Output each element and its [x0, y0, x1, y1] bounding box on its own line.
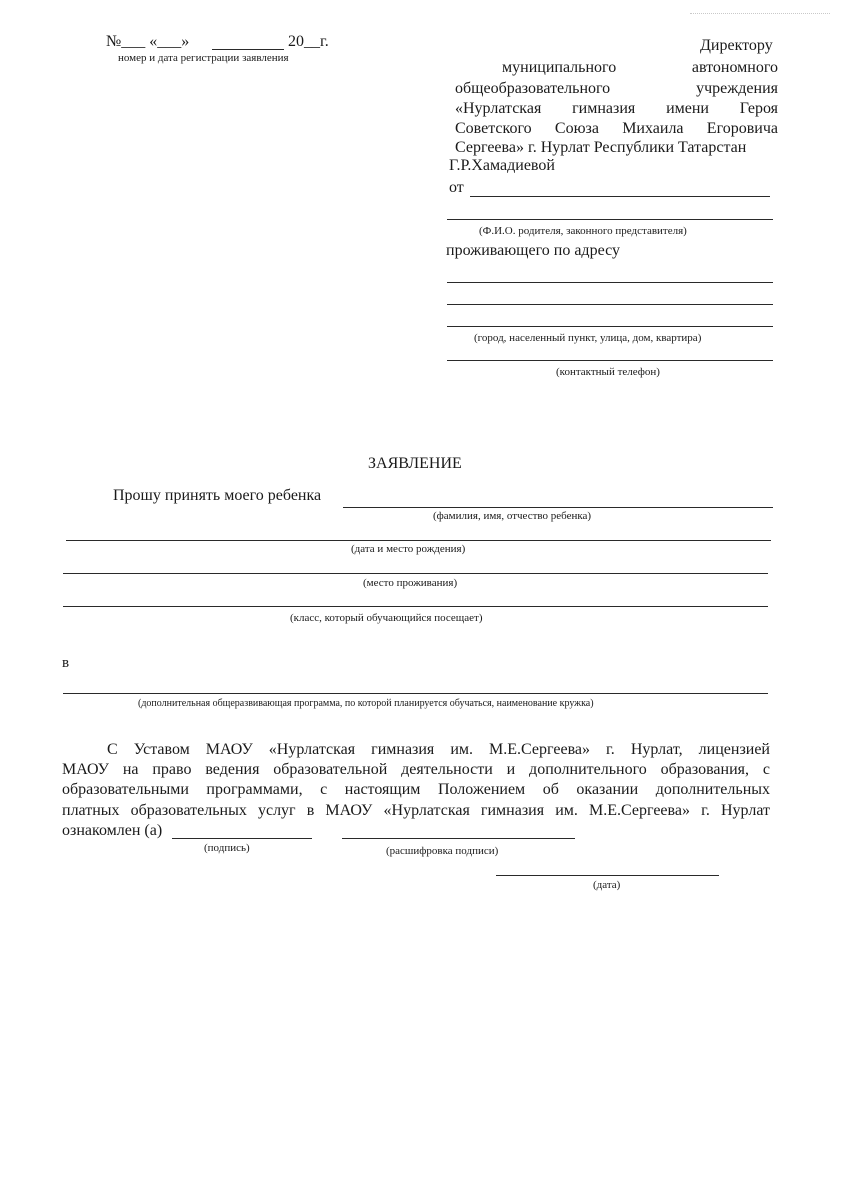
- addressee-line-4: «Нурлатская гимназия имени Героя: [455, 100, 778, 117]
- request-lead: Прошу принять моего ребенка: [113, 487, 322, 504]
- class-caption: (класс, который обучающийся посещает): [290, 612, 483, 624]
- date-caption: (дата): [593, 879, 621, 891]
- address-line-3: [447, 326, 773, 327]
- ack-line-2: МАОУ на право ведения образовательной деятельности и дополнительного образования, с: [62, 761, 770, 778]
- addressee-line-7: Г.Р.Хамадиевой: [449, 157, 555, 174]
- ack-line-3: образовательными программами, с настоящим Положением об оказании дополнительных: [62, 781, 770, 798]
- address-caption: (город, населенный пункт, улица, дом, квартира): [474, 332, 702, 344]
- registration-caption: номер и дата регистрации заявления: [118, 52, 289, 64]
- from-label: от: [449, 179, 464, 196]
- from-line-1: [470, 196, 770, 197]
- program-line: [63, 693, 768, 694]
- addressee-line-6: Сергеева» г. Нурлат Республики Татарстан: [455, 139, 747, 156]
- addressee-line-1: Директору: [700, 37, 773, 54]
- date-line: [496, 875, 719, 876]
- program-caption: (дополнительная общеразвивающая программа, по которой планируется обучаться, наименование кружка): [138, 698, 594, 709]
- addressee-line-5: Советского Союза Михаила Егоровича: [455, 120, 778, 137]
- class-line: [63, 606, 768, 607]
- from-caption: (Ф.И.О. родителя, законного представителя): [479, 225, 687, 237]
- from-line-2: [447, 219, 773, 220]
- addressee-line-3: общеобразовательного учреждения: [455, 80, 778, 97]
- address-line-1: [447, 282, 773, 283]
- signature-line: [172, 838, 312, 839]
- scan-artifact: [690, 13, 830, 14]
- address-line-2: [447, 304, 773, 305]
- registration-number-prefix: №___ «___»: [106, 33, 190, 50]
- registration-year: 20__г.: [288, 33, 329, 50]
- registration-date-line: [212, 49, 284, 50]
- child-caption: (фамилия, имя, отчество ребенка): [433, 510, 592, 522]
- addressee-line-2: муниципального автономного: [502, 59, 778, 76]
- ack-line-1: С Уставом МАОУ «Нурлатская гимназия им. М.Е.Сергеева» г. Нурлат, лицензией: [107, 741, 770, 758]
- document-title: ЗАЯВЛЕНИЕ: [368, 455, 462, 472]
- signature-decode-line: [342, 838, 575, 839]
- in-label: в: [62, 655, 70, 671]
- residence-line: [63, 573, 768, 574]
- phone-caption: (контактный телефон): [556, 366, 660, 378]
- phone-line: [447, 360, 773, 361]
- residence-caption: (место проживания): [363, 577, 458, 589]
- birth-caption: (дата и место рождения): [351, 543, 466, 555]
- birth-line: [66, 540, 771, 541]
- signed-label: ознакомлен (а): [62, 822, 163, 839]
- signature-caption: (подпись): [204, 842, 250, 854]
- child-name-line: [343, 507, 773, 508]
- decode-caption: (расшифровка подписи): [386, 845, 499, 857]
- ack-line-4: платных образовательных услуг в МАОУ «Нурлатская гимназия им. М.Е.Сергеева» г. Нурлат: [62, 802, 770, 819]
- address-label: проживающего по адресу: [446, 242, 620, 259]
